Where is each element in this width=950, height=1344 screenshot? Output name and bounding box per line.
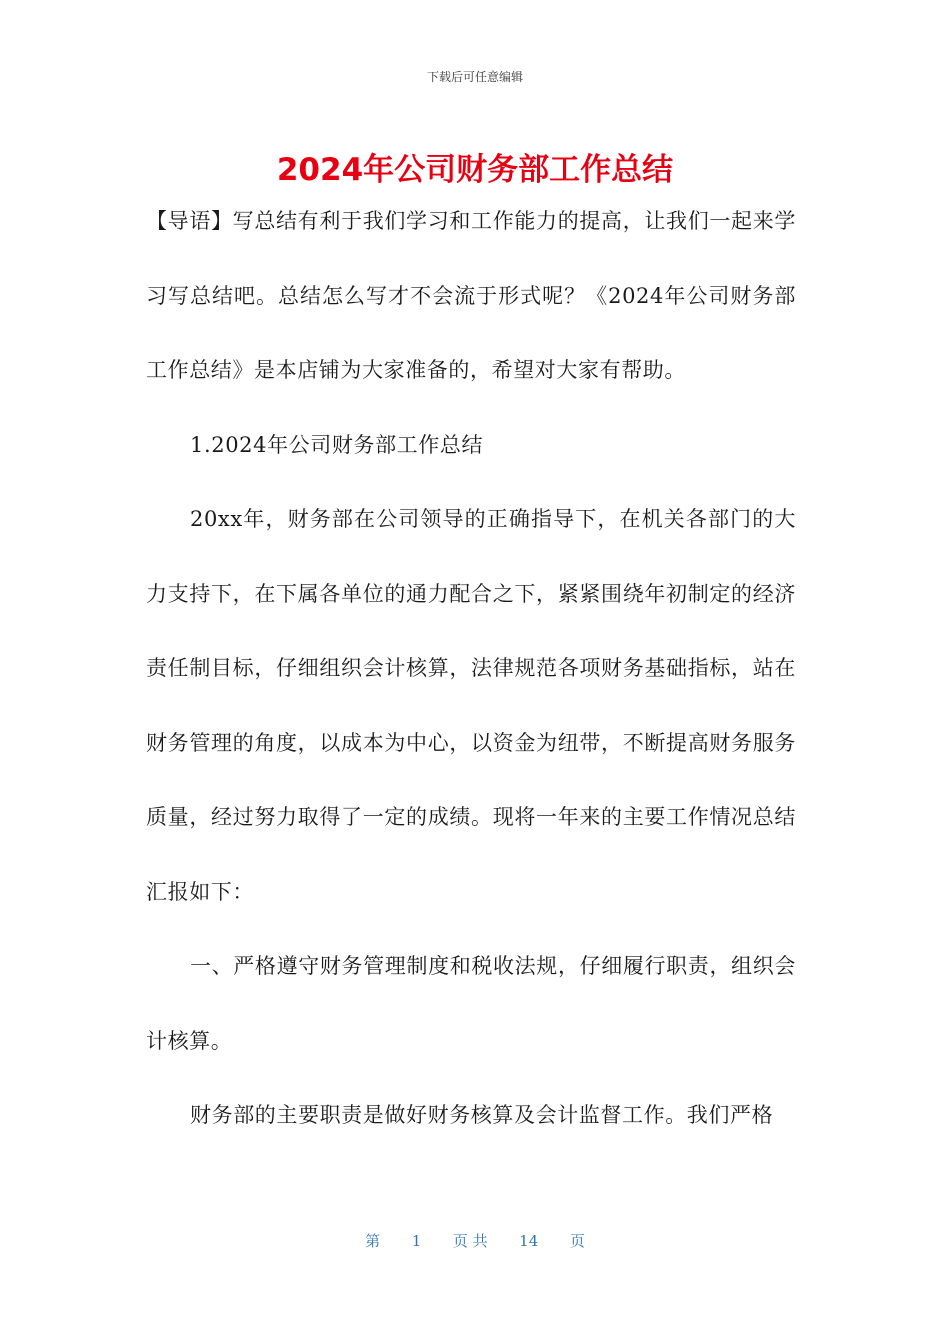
page-footer <box>0 1230 950 1251</box>
body-paragraph: 20xx年，财务部在公司领导的正确指导下，在机关各部门的大力支持下，在下属各单位的通力配合之下，紧紧围绕年初制定的经济责任制目标，仔细组织会计核算，法律规范各项财务基础指标，站在财务管理的角度，以成本为中心，以资金为纽带，不断提高财务服务质量，经过努力取得了一定的成绩。现将一年来的主要工作情况总结汇报如下： <box>146 507 796 904</box>
document-body <box>146 184 796 1153</box>
intro-paragraph: 【导语】写总结有利于我们学习和工作能力的提高，让我们一起来学习写总结吧。总结怎么写才不会流于形式呢？《2024年公司财务部工作总结》是本店铺为大家准备的，希望对大家有帮助。 <box>146 209 796 382</box>
header-note: 下载后可任意编辑 <box>426 70 523 84</box>
page-suffix: 页 <box>569 1232 585 1250</box>
total-pages-number: 14 <box>519 1232 539 1250</box>
subsection-heading: 一、严格遵守财务管理制度和税收法规，仔细履行职责，组织会计核算。 <box>146 954 796 1053</box>
document-title: 2024年公司财务部工作总结 <box>276 152 674 188</box>
current-page-number: 1 <box>411 1232 422 1250</box>
page-mid-label: 页 共 <box>452 1232 488 1250</box>
section-heading: 1.2024年公司财务部工作总结 <box>190 432 484 457</box>
body-paragraph: 财务部的主要职责是做好财务核算及会计监督工作。我们严格 <box>190 1103 774 1127</box>
page-prefix: 第 <box>365 1232 381 1250</box>
